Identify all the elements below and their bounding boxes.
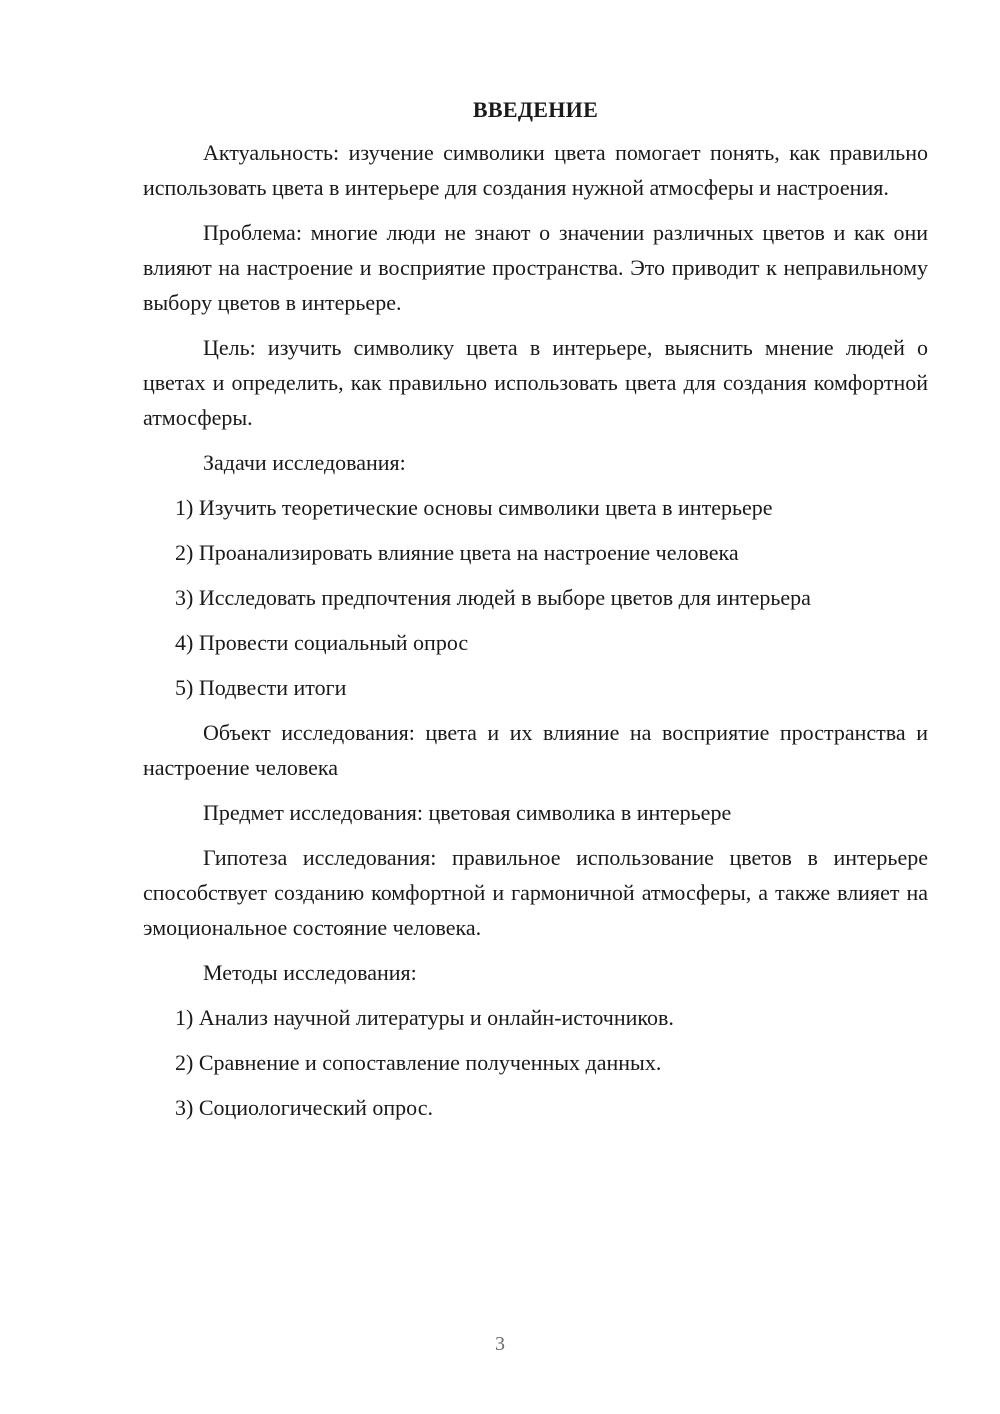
list-item: 5) Подвести итоги bbox=[175, 675, 347, 700]
section-title: ВВЕДЕНИЕ bbox=[472, 97, 599, 122]
list-item: 2) Проанализировать влияние цвета на настроение человека bbox=[175, 540, 739, 565]
list-item: 1) Анализ научной литературы и онлайн-источников. bbox=[175, 1005, 674, 1030]
list-item: 3) Социологический опрос. bbox=[175, 1095, 433, 1120]
tasks-heading: Задачи исследования: bbox=[203, 450, 406, 475]
tasks-list bbox=[143, 490, 928, 705]
list-item: 2) Сравнение и сопоставление полученных данных. bbox=[175, 1050, 662, 1075]
list-item: 3) Исследовать предпочтения людей в выборе цветов для интерьера bbox=[175, 585, 811, 610]
document-page bbox=[143, 92, 928, 1135]
paragraph-goal: Цель: изучить символику цвета в интерьере, выяснить мнение людей о цветах и определить, как правильно использовать цвета для создания комфортной атмосферы. bbox=[143, 335, 928, 430]
paragraph-problem: Проблема: многие люди не знают о значении различных цветов и как они влияют на настроение и восприятие пространства. Это приводит к неправильному выбору цветов в интерьере. bbox=[143, 220, 928, 315]
list-item: 1) Изучить теоретические основы символики цвета в интерьере bbox=[175, 495, 773, 520]
methods-list bbox=[143, 1000, 928, 1125]
paragraph-relevance: Актуальность: изучение символики цвета помогает понять, как правильно использовать цвета в интерьере для создания нужной атмосферы и настроения. bbox=[143, 140, 928, 200]
paragraph-object: Объект исследования: цвета и их влияние на восприятие пространства и настроение человека bbox=[143, 720, 928, 780]
paragraph-subject: Предмет исследования: цветовая символика в интерьере bbox=[203, 800, 732, 825]
methods-heading: Методы исследования: bbox=[203, 960, 417, 985]
list-item: 4) Провести социальный опрос bbox=[175, 630, 469, 655]
paragraph-hypothesis: Гипотеза исследования: правильное использование цветов в интерьере способствует созданию комфортной и гармоничной атмосферы, а также влияет на эмоциональное состояние человека. bbox=[143, 845, 928, 940]
page-number: 3 bbox=[495, 1333, 505, 1355]
